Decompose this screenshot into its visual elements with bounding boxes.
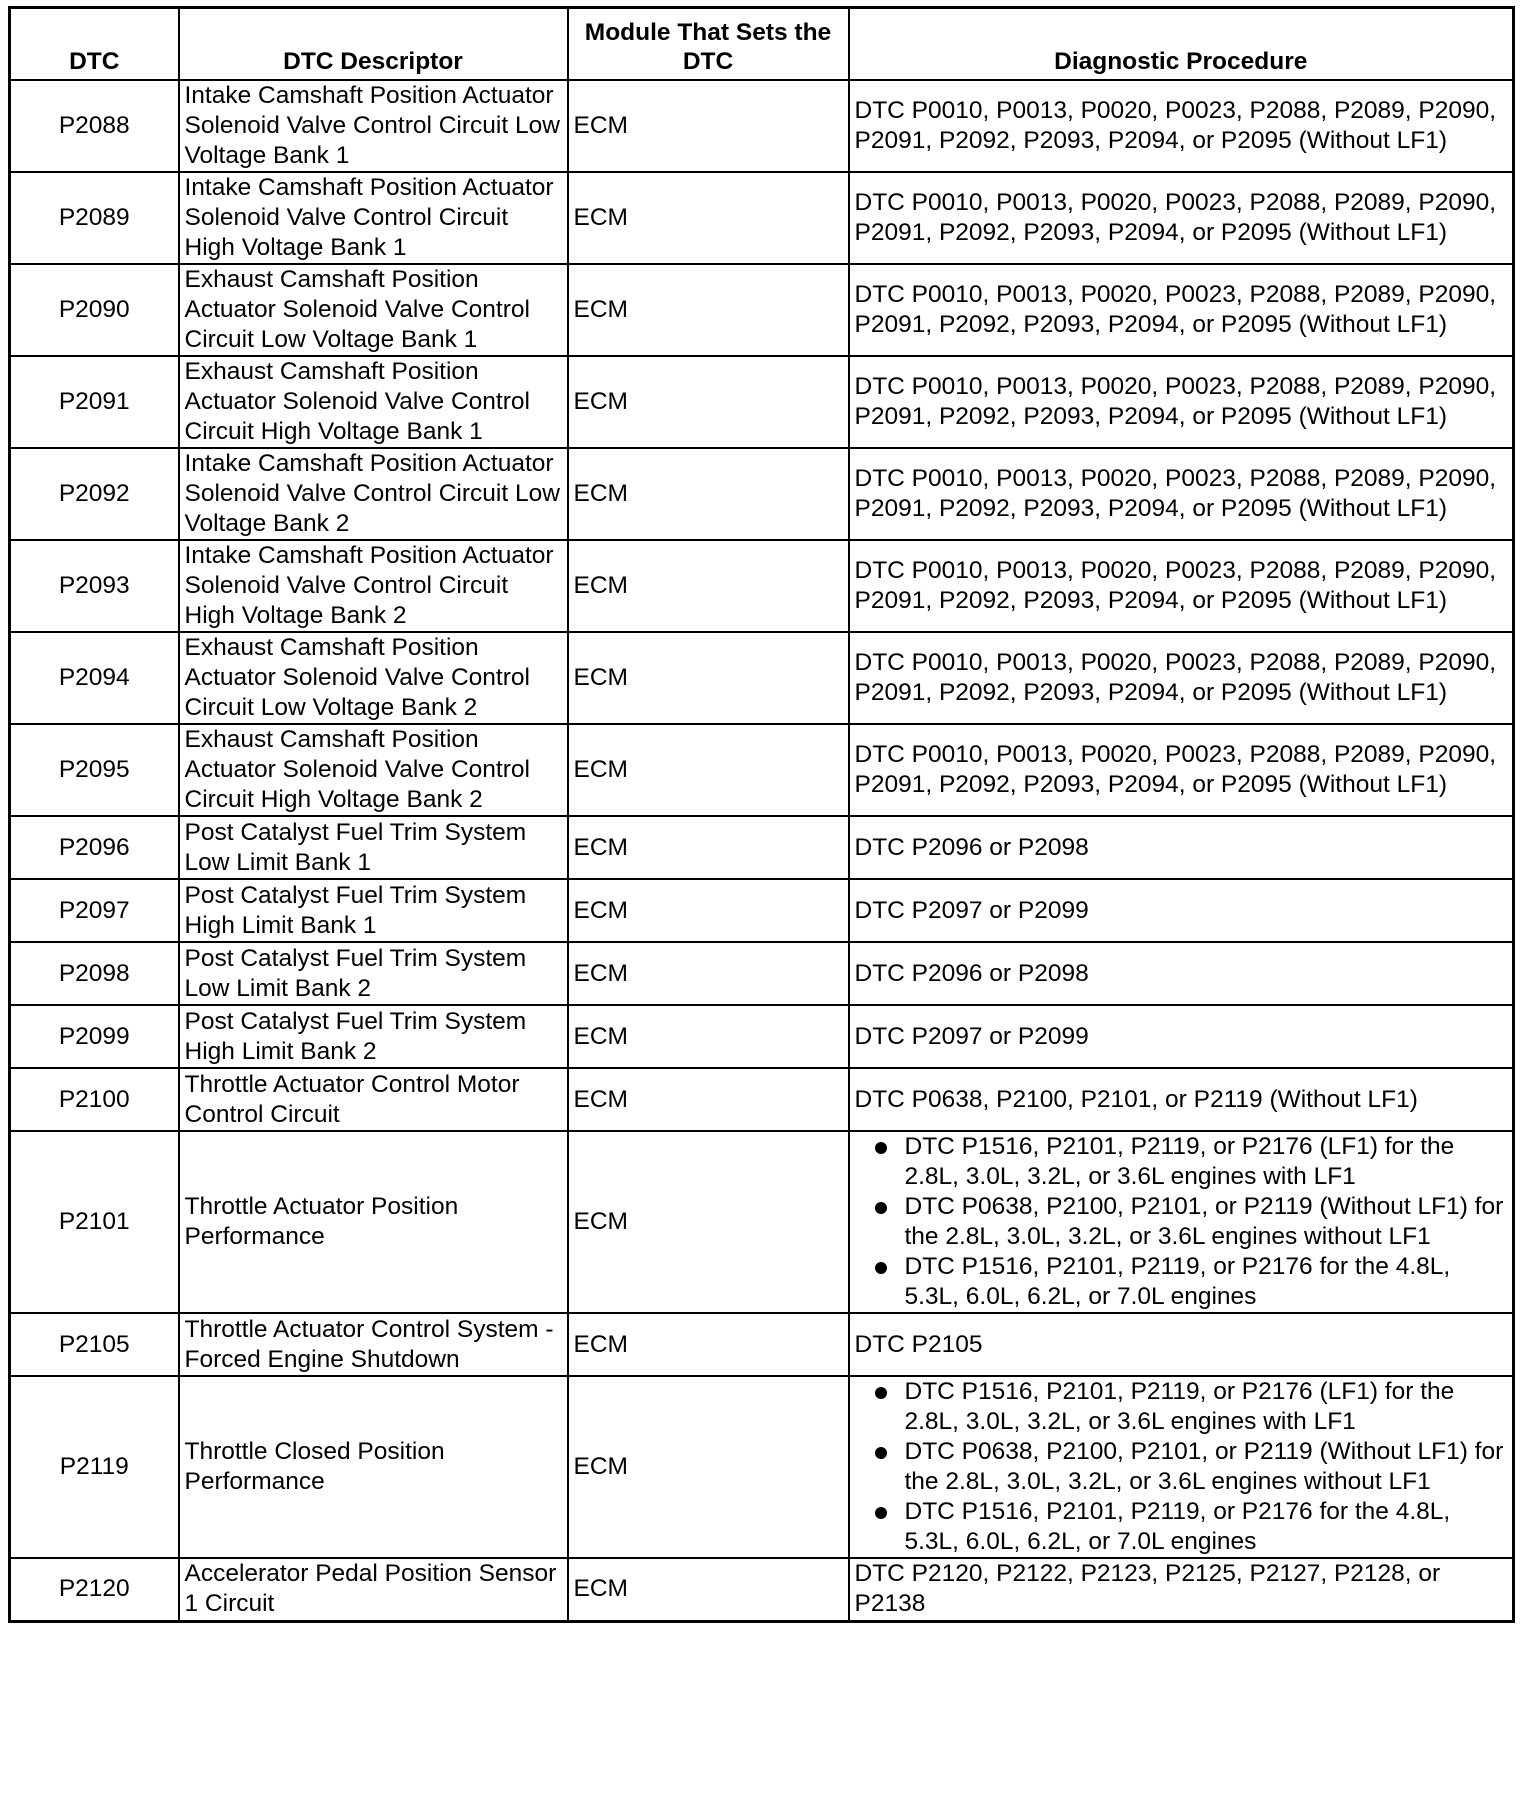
dtc-code: P2096	[10, 816, 179, 879]
dtc-module: ECM	[568, 540, 849, 632]
dtc-module: ECM	[568, 1068, 849, 1131]
dtc-code: P2091	[10, 356, 179, 448]
procedure-list-item: DTC P0638, P2100, P2101, or P2119 (Without LF1) for the 2.8L, 3.0L, 3.2L, or 3.6L engines without LF1	[905, 1437, 1508, 1497]
dtc-module: ECM	[568, 448, 849, 540]
table-row	[10, 1005, 1514, 1068]
procedure-list-item: DTC P1516, P2101, P2119, or P2176 (LF1) for the 2.8L, 3.0L, 3.2L, or 3.6L engines with LF1	[905, 1377, 1508, 1437]
dtc-descriptor: Throttle Actuator Position Performance	[179, 1131, 568, 1313]
dtc-code: P2105	[10, 1313, 179, 1376]
dtc-module: ECM	[568, 724, 849, 816]
dtc-descriptor: Accelerator Pedal Position Sensor 1 Circuit	[179, 1558, 568, 1621]
dtc-module: ECM	[568, 264, 849, 356]
table-row	[10, 448, 1514, 540]
dtc-code: P2099	[10, 1005, 179, 1068]
table-row	[10, 1558, 1514, 1621]
dtc-descriptor: Exhaust Camshaft Position Actuator Solenoid Valve Control Circuit High Voltage Bank 1	[179, 356, 568, 448]
dtc-descriptor: Post Catalyst Fuel Trim System Low Limit Bank 1	[179, 816, 568, 879]
procedure-list	[855, 1377, 1508, 1557]
dtc-module: ECM	[568, 816, 849, 879]
table-row	[10, 172, 1514, 264]
diagnostic-procedure: DTC P2105	[849, 1313, 1514, 1376]
dtc-module: ECM	[568, 1376, 849, 1558]
table-row	[10, 942, 1514, 1005]
table-row	[10, 632, 1514, 724]
diagnostic-procedure: DTC P0010, P0013, P0020, P0023, P2088, P2089, P2090, P2091, P2092, P2093, P2094, or P2095 (Without LF1)	[849, 172, 1514, 264]
header-descriptor: DTC Descriptor	[179, 8, 568, 81]
dtc-module: ECM	[568, 1131, 849, 1313]
dtc-descriptor: Intake Camshaft Position Actuator Solenoid Valve Control Circuit High Voltage Bank 1	[179, 172, 568, 264]
dtc-module: ECM	[568, 80, 849, 172]
dtc-descriptor: Exhaust Camshaft Position Actuator Solenoid Valve Control Circuit Low Voltage Bank 1	[179, 264, 568, 356]
dtc-descriptor: Post Catalyst Fuel Trim System High Limit Bank 2	[179, 1005, 568, 1068]
diagnostic-procedure: DTC P0010, P0013, P0020, P0023, P2088, P2089, P2090, P2091, P2092, P2093, P2094, or P2095 (Without LF1)	[849, 356, 1514, 448]
table-row	[10, 1068, 1514, 1131]
procedure-list-item: DTC P1516, P2101, P2119, or P2176 (LF1) for the 2.8L, 3.0L, 3.2L, or 3.6L engines with LF1	[905, 1132, 1508, 1192]
dtc-code: P2097	[10, 879, 179, 942]
dtc-code: P2093	[10, 540, 179, 632]
dtc-descriptor: Intake Camshaft Position Actuator Solenoid Valve Control Circuit High Voltage Bank 2	[179, 540, 568, 632]
table-row	[10, 356, 1514, 448]
diagnostic-procedure: DTC P0010, P0013, P0020, P0023, P2088, P2089, P2090, P2091, P2092, P2093, P2094, or P2095 (Without LF1)	[849, 724, 1514, 816]
diagnostic-procedure: DTC P2120, P2122, P2123, P2125, P2127, P2128, or P2138	[849, 1558, 1514, 1621]
diagnostic-procedure: DTC P0010, P0013, P0020, P0023, P2088, P2089, P2090, P2091, P2092, P2093, P2094, or P2095 (Without LF1)	[849, 264, 1514, 356]
dtc-code: P2094	[10, 632, 179, 724]
header-procedure: Diagnostic Procedure	[849, 8, 1514, 81]
diagnostic-procedure: DTC P0010, P0013, P0020, P0023, P2088, P2089, P2090, P2091, P2092, P2093, P2094, or P2095 (Without LF1)	[849, 632, 1514, 724]
diagnostic-procedure	[849, 1376, 1514, 1558]
dtc-code: P2092	[10, 448, 179, 540]
dtc-module: ECM	[568, 172, 849, 264]
dtc-descriptor: Post Catalyst Fuel Trim System Low Limit Bank 2	[179, 942, 568, 1005]
table-row	[10, 1131, 1514, 1313]
table-row	[10, 816, 1514, 879]
dtc-code: P2120	[10, 1558, 179, 1621]
dtc-table	[8, 6, 1515, 1623]
procedure-list-item: DTC P1516, P2101, P2119, or P2176 for the 4.8L, 5.3L, 6.0L, 6.2L, or 7.0L engines	[905, 1252, 1508, 1312]
dtc-descriptor: Exhaust Camshaft Position Actuator Solenoid Valve Control Circuit Low Voltage Bank 2	[179, 632, 568, 724]
dtc-code: P2101	[10, 1131, 179, 1313]
table-row	[10, 1376, 1514, 1558]
dtc-code: P2088	[10, 80, 179, 172]
dtc-module: ECM	[568, 1558, 849, 1621]
diagnostic-procedure: DTC P0010, P0013, P0020, P0023, P2088, P2089, P2090, P2091, P2092, P2093, P2094, or P2095 (Without LF1)	[849, 80, 1514, 172]
procedure-list-item: DTC P0638, P2100, P2101, or P2119 (Without LF1) for the 2.8L, 3.0L, 3.2L, or 3.6L engines without LF1	[905, 1192, 1508, 1252]
header-module: Module That Sets the DTC	[568, 8, 849, 81]
diagnostic-procedure	[849, 1131, 1514, 1313]
dtc-descriptor: Throttle Actuator Control System - Forced Engine Shutdown	[179, 1313, 568, 1376]
table-header-row	[10, 8, 1514, 81]
procedure-list-item: DTC P1516, P2101, P2119, or P2176 for the 4.8L, 5.3L, 6.0L, 6.2L, or 7.0L engines	[905, 1497, 1508, 1557]
dtc-descriptor: Intake Camshaft Position Actuator Solenoid Valve Control Circuit Low Voltage Bank 2	[179, 448, 568, 540]
diagnostic-procedure: DTC P0638, P2100, P2101, or P2119 (Without LF1)	[849, 1068, 1514, 1131]
diagnostic-procedure: DTC P2096 or P2098	[849, 942, 1514, 1005]
dtc-document	[8, 6, 1512, 1623]
dtc-code: P2089	[10, 172, 179, 264]
table-row	[10, 540, 1514, 632]
dtc-code: P2119	[10, 1376, 179, 1558]
dtc-module: ECM	[568, 1313, 849, 1376]
dtc-module: ECM	[568, 879, 849, 942]
diagnostic-procedure: DTC P2097 or P2099	[849, 1005, 1514, 1068]
dtc-code: P2095	[10, 724, 179, 816]
dtc-code: P2098	[10, 942, 179, 1005]
procedure-list	[855, 1132, 1508, 1312]
table-row	[10, 264, 1514, 356]
table-row	[10, 724, 1514, 816]
dtc-descriptor: Intake Camshaft Position Actuator Solenoid Valve Control Circuit Low Voltage Bank 1	[179, 80, 568, 172]
dtc-descriptor: Exhaust Camshaft Position Actuator Solenoid Valve Control Circuit High Voltage Bank 2	[179, 724, 568, 816]
table-row	[10, 879, 1514, 942]
dtc-descriptor: Throttle Actuator Control Motor Control Circuit	[179, 1068, 568, 1131]
diagnostic-procedure: DTC P2096 or P2098	[849, 816, 1514, 879]
header-dtc: DTC	[10, 8, 179, 81]
diagnostic-procedure: DTC P2097 or P2099	[849, 879, 1514, 942]
table-row	[10, 80, 1514, 172]
dtc-descriptor: Post Catalyst Fuel Trim System High Limit Bank 1	[179, 879, 568, 942]
dtc-module: ECM	[568, 942, 849, 1005]
table-row	[10, 1313, 1514, 1376]
dtc-descriptor: Throttle Closed Position Performance	[179, 1376, 568, 1558]
dtc-code: P2100	[10, 1068, 179, 1131]
dtc-module: ECM	[568, 1005, 849, 1068]
dtc-module: ECM	[568, 632, 849, 724]
dtc-module: ECM	[568, 356, 849, 448]
diagnostic-procedure: DTC P0010, P0013, P0020, P0023, P2088, P2089, P2090, P2091, P2092, P2093, P2094, or P2095 (Without LF1)	[849, 540, 1514, 632]
table-body	[10, 80, 1514, 1621]
diagnostic-procedure: DTC P0010, P0013, P0020, P0023, P2088, P2089, P2090, P2091, P2092, P2093, P2094, or P2095 (Without LF1)	[849, 448, 1514, 540]
dtc-code: P2090	[10, 264, 179, 356]
